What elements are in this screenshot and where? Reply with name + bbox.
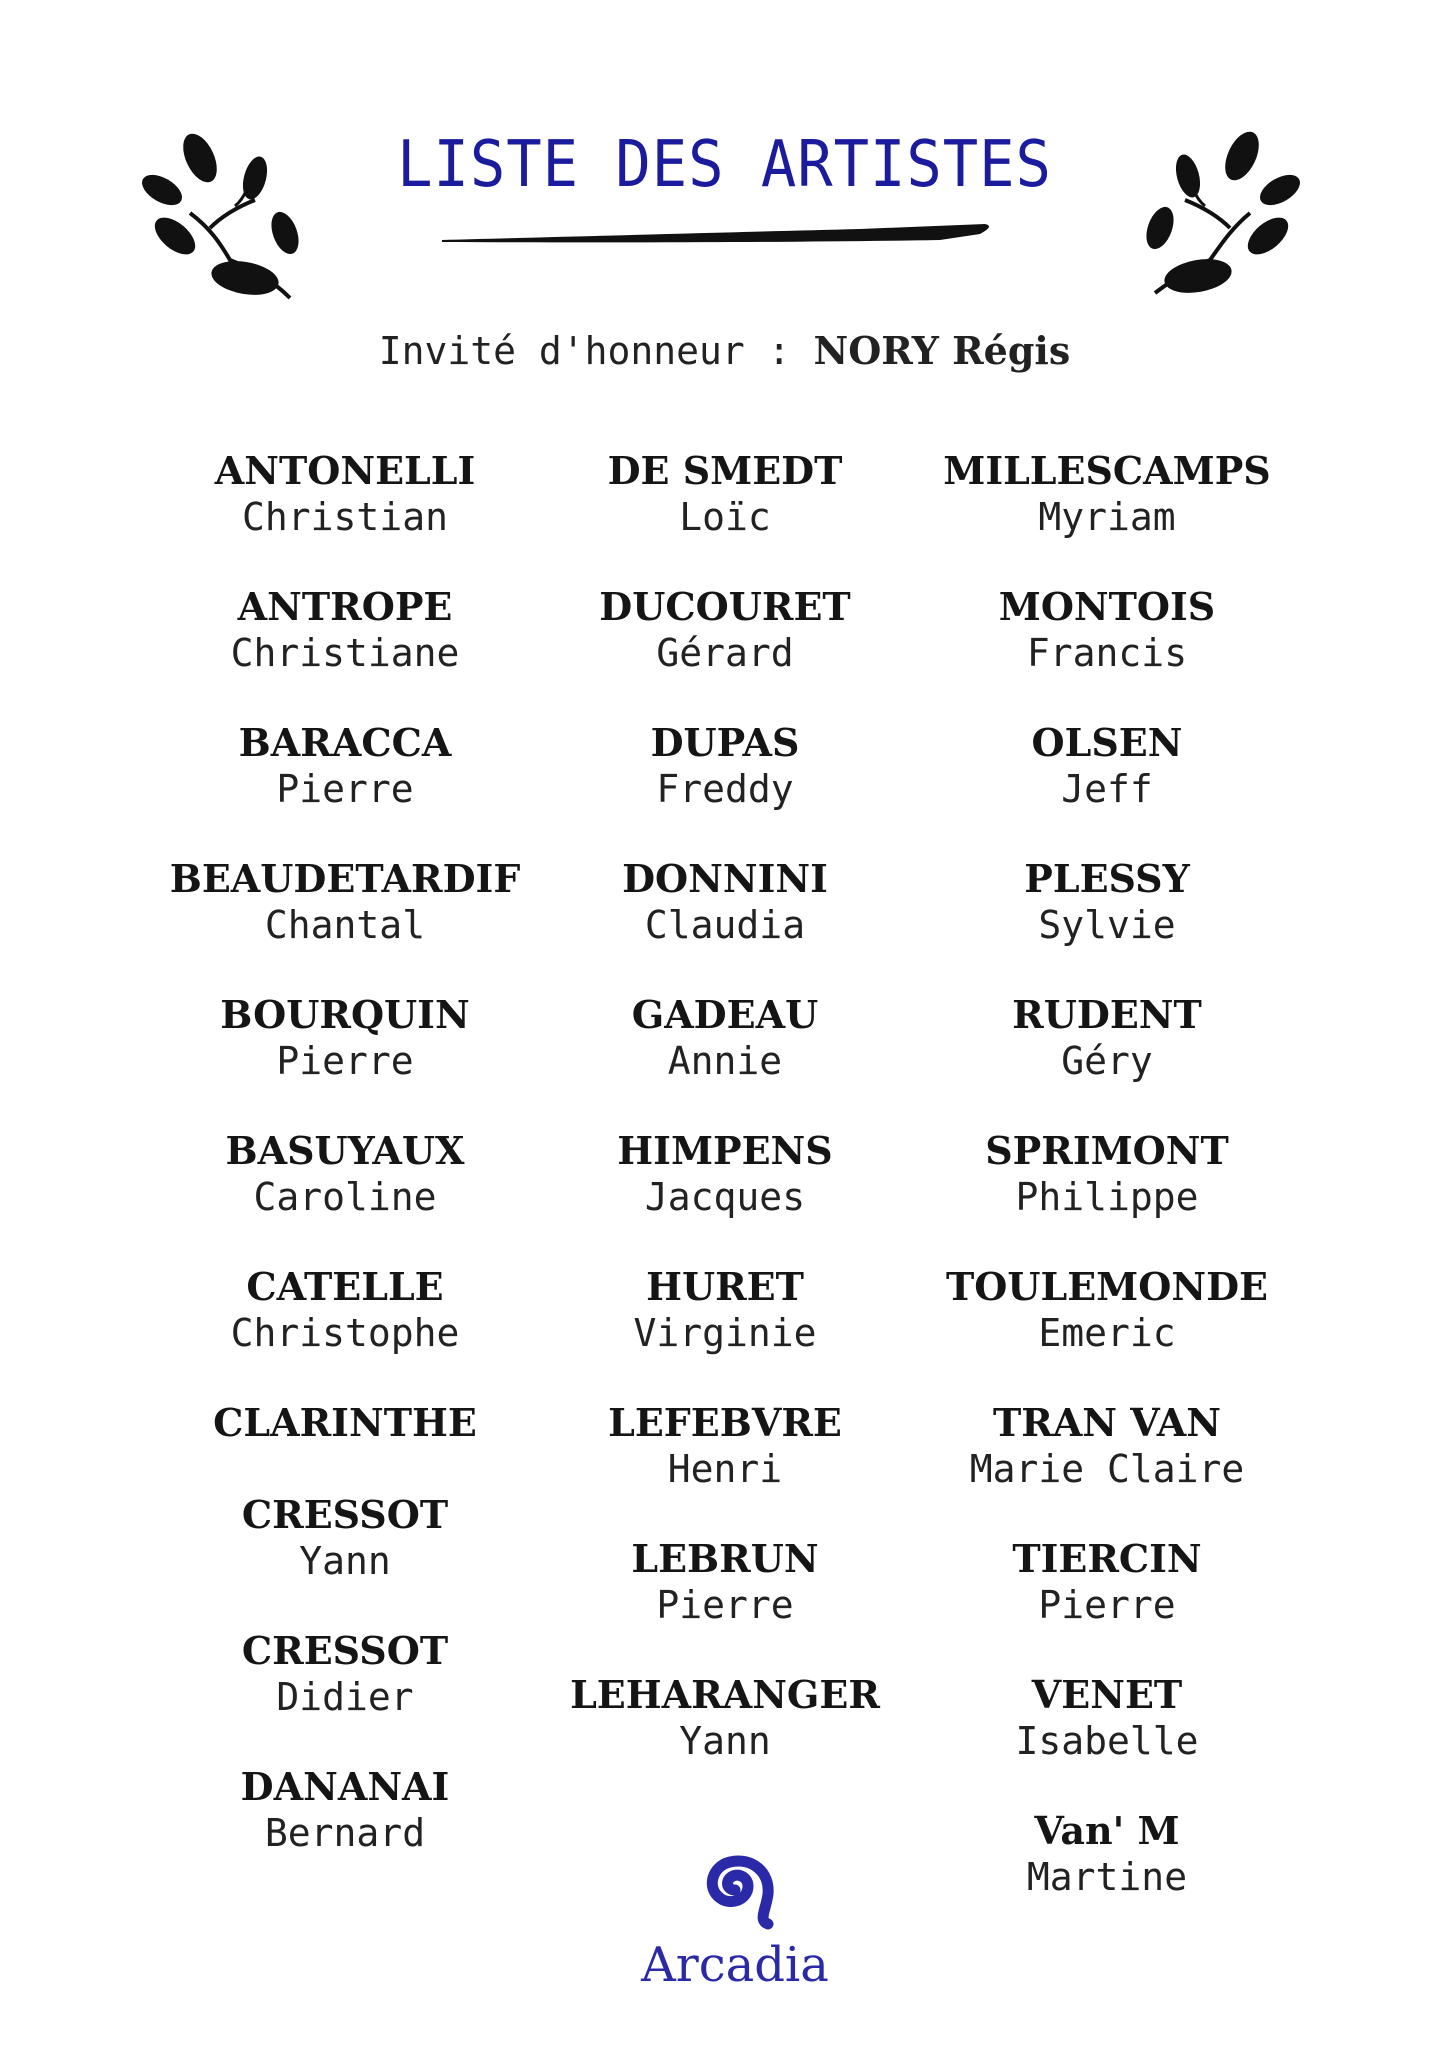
artist-first-name: Christophe <box>230 1311 460 1355</box>
artist-last-name: LEBRUN <box>631 1536 819 1581</box>
brush-stroke-divider <box>440 220 1000 250</box>
artist-entry <box>917 448 1297 584</box>
artist-entry <box>917 1672 1297 1808</box>
artist-first-name: Jeff <box>1061 767 1153 811</box>
artist-entry <box>155 1628 535 1764</box>
artist-first-name: Emeric <box>1038 1311 1176 1355</box>
artist-last-name: TRAN VAN <box>992 1400 1222 1445</box>
artist-first-name: Chantal <box>264 903 426 947</box>
artist-entry <box>917 1536 1297 1672</box>
artist-last-name: CRESSOT <box>241 1492 449 1537</box>
artist-last-name: BEAUDETARDIF <box>169 856 521 901</box>
artist-first-name: Virginie <box>633 1311 817 1355</box>
artist-last-name: DONNINI <box>622 856 828 901</box>
artist-first-name: Francis <box>1026 631 1188 675</box>
artist-entry <box>917 992 1297 1128</box>
artist-last-name: PLESSY <box>1024 856 1190 901</box>
artist-entry <box>155 448 535 584</box>
artist-entry <box>535 856 915 992</box>
artist-last-name: HIMPENS <box>617 1128 833 1173</box>
logo-text: Arcadia <box>641 1937 829 1993</box>
artist-entry <box>535 1400 915 1536</box>
artist-last-name: CRESSOT <box>241 1628 449 1673</box>
artist-first-name: Claudia <box>644 903 806 947</box>
artist-entry <box>917 584 1297 720</box>
artist-entry <box>155 1492 535 1628</box>
artist-last-name: MONTOIS <box>998 584 1216 629</box>
artists-column-3 <box>917 448 1297 1944</box>
artist-last-name: VENET <box>1031 1672 1183 1717</box>
artist-last-name: SPRIMONT <box>985 1128 1229 1173</box>
artist-entry <box>155 1264 535 1400</box>
artist-first-name: Yann <box>299 1539 391 1583</box>
artist-last-name: RUDENT <box>1012 992 1202 1037</box>
artist-first-name: Jacques <box>644 1175 806 1219</box>
artist-last-name: TOULEMONDE <box>945 1264 1269 1309</box>
artist-last-name: DUPAS <box>650 720 800 765</box>
artist-first-name: Didier <box>276 1675 414 1719</box>
artist-last-name: OLSEN <box>1031 720 1183 765</box>
artist-entry <box>917 720 1297 856</box>
artists-column-1 <box>155 448 535 1900</box>
artist-last-name: TIERCIN <box>1012 1536 1202 1581</box>
artist-entry <box>535 448 915 584</box>
page-title: LISTE DES ARTISTES <box>397 128 1052 202</box>
artist-first-name: Philippe <box>1015 1175 1199 1219</box>
artist-last-name: BASUYAUX <box>225 1128 465 1173</box>
artist-entry <box>917 856 1297 992</box>
artist-last-name: GADEAU <box>631 992 819 1037</box>
artists-column-2 <box>535 448 915 1808</box>
artist-last-name: ANTROPE <box>237 584 453 629</box>
artist-first-name: Christian <box>242 495 448 539</box>
artist-first-name: Freddy <box>656 767 794 811</box>
artist-last-name: BOURQUIN <box>220 992 470 1037</box>
artist-entry <box>917 1808 1297 1944</box>
artist-entry <box>155 1128 535 1264</box>
artist-last-name: Van' M <box>1034 1808 1180 1853</box>
artist-first-name: Annie <box>667 1039 783 1083</box>
artist-first-name: Pierre <box>276 1039 414 1083</box>
artist-first-name: Isabelle <box>1015 1719 1199 1763</box>
artist-entry <box>155 992 535 1128</box>
guest-label: Invité d'honneur : <box>378 329 791 373</box>
artist-entry <box>917 1264 1297 1400</box>
artist-first-name: Pierre <box>1038 1583 1176 1627</box>
laurel-left-icon <box>140 128 315 303</box>
artist-last-name: DANANAI <box>240 1764 450 1809</box>
artist-first-name: Christiane <box>230 631 460 675</box>
artist-last-name: CATELLE <box>246 1264 444 1309</box>
artist-first-name: Caroline <box>253 1175 437 1219</box>
artist-entry <box>535 1536 915 1672</box>
artist-last-name: BARACCA <box>238 720 452 765</box>
artist-first-name: Géry <box>1061 1039 1153 1083</box>
laurel-right-icon <box>1130 128 1305 303</box>
artist-entry <box>535 1672 915 1808</box>
artist-first-name: Henri <box>667 1447 783 1491</box>
guest-of-honour <box>0 328 1449 373</box>
artist-entry <box>535 720 915 856</box>
artist-last-name: CLARINTHE <box>213 1400 477 1445</box>
artist-entry <box>917 1128 1297 1264</box>
guest-name: NORY Régis <box>813 328 1071 373</box>
artist-last-name: HURET <box>646 1264 804 1309</box>
artist-first-name: Bernard <box>264 1811 426 1855</box>
artist-last-name: LEHARANGER <box>570 1672 880 1717</box>
artist-entry <box>155 1764 535 1900</box>
artist-first-name: Gérard <box>656 631 794 675</box>
artist-entry <box>917 1400 1297 1536</box>
artist-first-name: Martine <box>1026 1855 1188 1899</box>
artist-first-name: Loïc <box>679 495 771 539</box>
artist-last-name: DE SMEDT <box>607 448 843 493</box>
artist-first-name: Pierre <box>656 1583 794 1627</box>
artist-first-name: Marie Claire <box>969 1447 1245 1491</box>
artist-first-name: Pierre <box>276 767 414 811</box>
arcadia-logo <box>630 1828 840 1993</box>
artist-entry <box>535 584 915 720</box>
artist-entry <box>535 1264 915 1400</box>
artist-last-name: DUCOURET <box>599 584 851 629</box>
artist-last-name: MILLESCAMPS <box>943 448 1271 493</box>
artist-first-name: Yann <box>679 1719 771 1763</box>
spiral-icon <box>670 1828 800 1938</box>
artist-last-name: LEFEBVRE <box>608 1400 842 1445</box>
artist-entry <box>155 856 535 992</box>
artist-entry <box>155 720 535 856</box>
artist-entry <box>155 1400 535 1492</box>
artist-first-name: Myriam <box>1038 495 1176 539</box>
artist-first-name: Sylvie <box>1038 903 1176 947</box>
artist-entry <box>535 1128 915 1264</box>
artist-entry <box>155 584 535 720</box>
artist-last-name: ANTONELLI <box>214 448 476 493</box>
artist-entry <box>535 992 915 1128</box>
